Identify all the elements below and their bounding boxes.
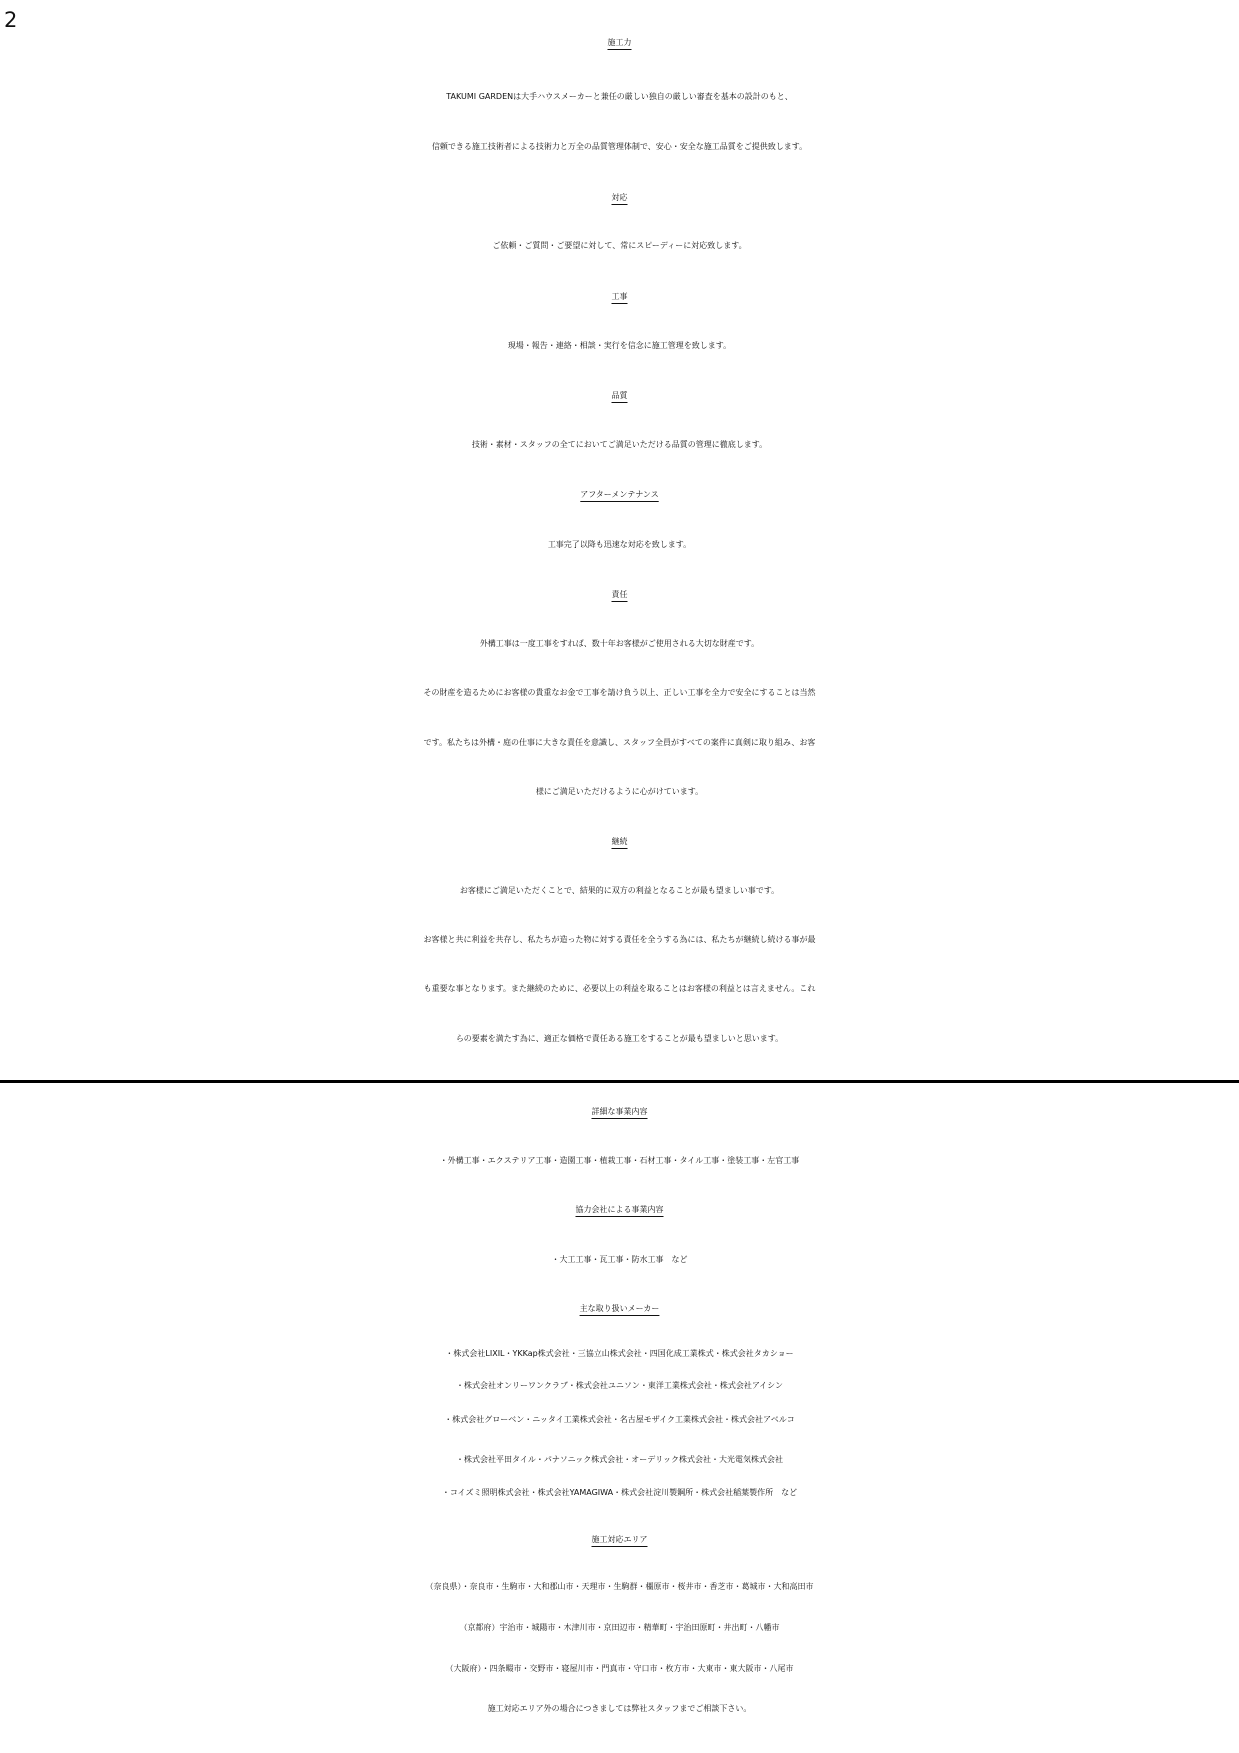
paragraph-line: です。私たちは外構・庭の仕事に大きな責任を意識し、スタッフ全員がすべての案件に真剣に取り組み、お客 <box>423 738 816 747</box>
heading-service-area: 施工対応エリア <box>591 1535 648 1544</box>
maker-line: ・株式会社平田タイル・パナソニック株式会社・オーデリック株式会社・大光電気株式会社 <box>456 1455 783 1464</box>
heading-sekou: 施工力 <box>607 38 632 47</box>
heading-kouji: 工事 <box>611 292 628 301</box>
paragraph-line: TAKUMI GARDENは大手ハウスメーカーと兼任の厳しい独自の厳しい審査を基本の設計のもと、 <box>446 92 793 101</box>
heading-business-detail: 詳細な事業内容 <box>591 1107 648 1116</box>
heading-hinshitsu: 品質 <box>611 391 628 400</box>
heading-keizoku: 継続 <box>611 837 628 846</box>
area-line-osaka: （大阪府）・四条畷市・交野市・寝屋川市・門真市・守口市・枚方市・大東市・東大阪市・八尾市 <box>445 1664 794 1673</box>
business-list: ・外構工事・エクステリア工事・造園工事・植栽工事・石材工事・タイル工事・塗装工事・左官工事 <box>439 1156 800 1165</box>
paragraph-line: 様にご満足いただけるように心がけています。 <box>535 787 704 796</box>
maker-line: ・株式会社オンリーワンクラブ・株式会社ユニソン・東洋工業株式会社・株式会社アイシン <box>456 1381 783 1390</box>
paragraph-line: 工事完了以降も迅速な対応を致します。 <box>547 540 692 549</box>
paragraph-line: その財産を造るためにお客様の貴重なお金で工事を請け負う以上、正しい工事を全力で安全にすることは当然 <box>423 688 816 697</box>
heading-taiou: 対応 <box>611 193 628 202</box>
section-divider <box>0 1080 1239 1083</box>
paragraph-line: お客様と共に利益を共存し、私たちが造った物に対する責任を全うする為には、私たちが継続し続ける事が最 <box>423 935 816 944</box>
paragraph-line: 信頼できる施工技術者による技術力と万全の品質管理体制で、安心・安全な施工品質をご提供致します。 <box>431 142 808 151</box>
paragraph-line: 現場・報告・連絡・相談・実行を信念に施工管理を致します。 <box>507 341 732 350</box>
paragraph-line: 技術・素材・スタッフの全てにおいてご満足いただける品質の管理に徹底します。 <box>471 440 768 449</box>
area-note: 施工対応エリア外の場合につきましては弊社スタッフまでご相談下さい。 <box>487 1704 752 1713</box>
paragraph-line: 外構工事は一度工事をすれば、数十年お客様がご使用される大切な財産です。 <box>479 639 760 648</box>
partner-business-list: ・大工工事・瓦工事・防水工事 など <box>551 1255 688 1264</box>
maker-line: ・株式会社グローベン・ニッタイ工業株式会社・名古屋モザイク工業株式会社・株式会社アベルコ <box>444 1415 795 1424</box>
paragraph-line: らの要素を満たす為に、適正な価格で責任ある施工をすることが最も望ましいと思います。 <box>455 1034 784 1043</box>
page-number: 2 <box>4 8 18 32</box>
paragraph-line: ご依頼・ご質問・ご要望に対して、常にスピーディーに対応致します。 <box>492 241 747 250</box>
heading-after-maintenance: アフターメンテナンス <box>580 490 659 499</box>
paragraph-line: お客様にご満足いただくことで、結果的に双方の利益となることが最も望ましい事です。 <box>459 886 780 895</box>
heading-partner-business: 協力会社による事業内容 <box>575 1205 664 1214</box>
area-line-kyoto: （京都府）宇治市・城陽市・木津川市・京田辺市・精華町・宇治田原町・井出町・八幡市 <box>459 1623 780 1632</box>
heading-makers: 主な取り扱いメーカー <box>579 1304 660 1313</box>
heading-sekinin: 責任 <box>611 590 628 599</box>
maker-line: ・コイズミ照明株式会社・株式会社YAMAGIWA・株式会社淀川製鋼所・株式会社稲葉製作所 など <box>441 1488 798 1497</box>
area-line-nara: （奈良県）・奈良市・生駒市・大和郡山市・天理市・生駒群・橿原市・桜井市・香芝市・葛城市・大和高田市 <box>425 1582 814 1591</box>
maker-line: ・株式会社LIXIL・YKKap株式会社・三協立山株式会社・四国化成工業株式・株式会社タカショー <box>445 1349 794 1358</box>
paragraph-line: も重要な事となります。また継続のために、必要以上の利益を取ることはお客様の利益とは言えません。これ <box>423 984 816 993</box>
